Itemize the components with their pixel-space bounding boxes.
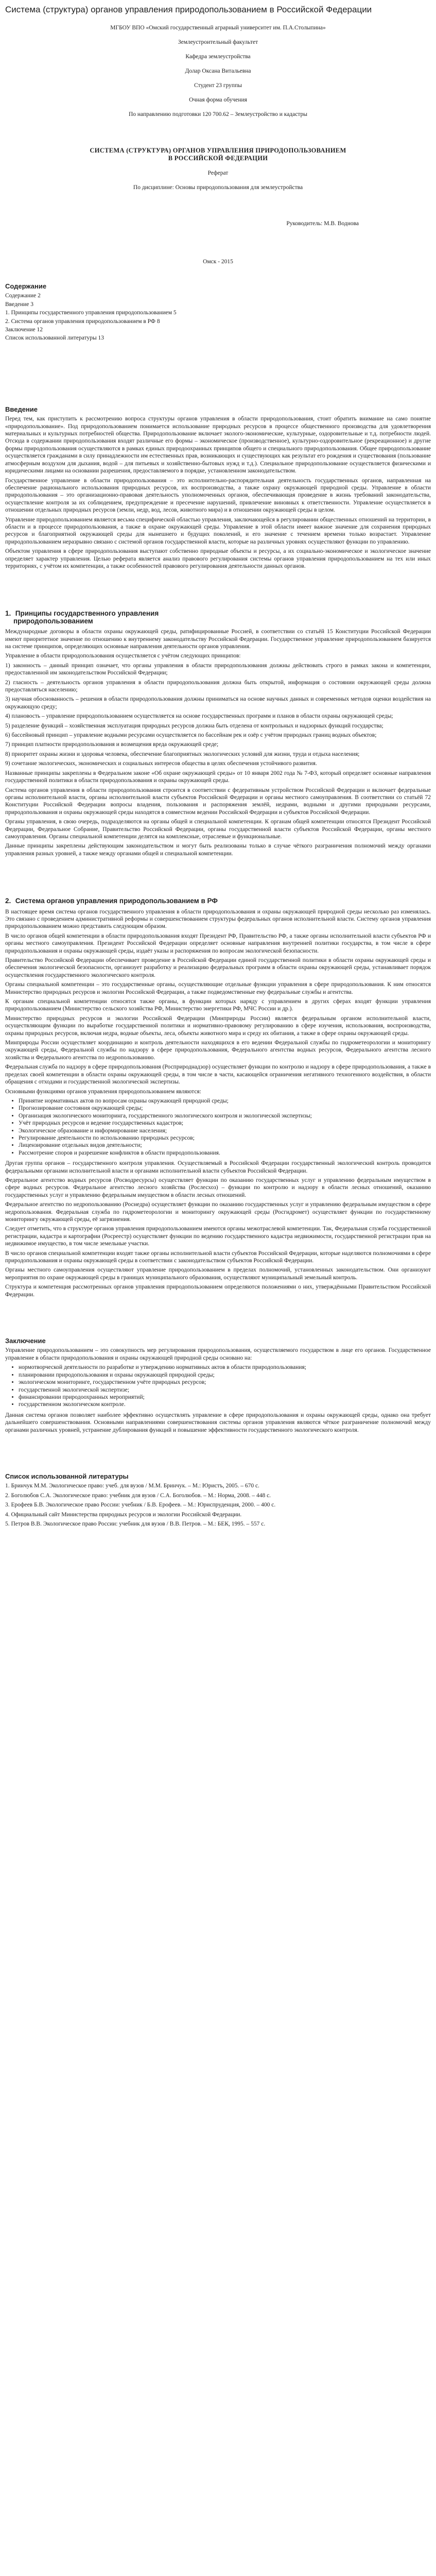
section-1-paragraph: Международные договоры в области охраны окружающей среды, ратифицированные Россией, в соответствии со статьёй 15 Конституции Российской Федерации имеют приоритетное значение по отношению к внутреннему законодательству Российской Федерации. Государственное управление природопользованием базируется на системе принципов, определяющих основные направления деятельности органов управления. [5, 629, 431, 650]
toc-item: Список использованной литературы 13 [5, 335, 104, 342]
reference-item: 2. Боголюбов С.А. Экологическое право: учебник для вузов / С.А. Боголюбов. – М.: Норма, 2008. – 448 с. [5, 1492, 271, 1499]
toc-heading: Содержание [5, 282, 47, 290]
list-item: • Экологическое образование и информирование населения; [19, 1127, 431, 1134]
main-title-line-1: СИСТЕМА (СТРУКТУРА) ОРГАНОВ УПРАВЛЕНИЯ ПРИРОДОПОЛЬЗОВАНИЕМ [90, 147, 346, 154]
section-2-paragraph: В настоящее время система органов государственного управления в области природопользования и охраны окружающей природной среды несколько раз изменялась. Это связано с проведением административной реформы и совершенствованием структуры федеральных органов исполнительной власти. Систему органов управления природопользованием можно представить следующим образом. [5, 908, 431, 930]
document-title: Система (структура) органов управления природопользованием в Российской Федерации [5, 5, 372, 14]
toc-item: Введение 3 [5, 301, 33, 308]
section-2 [5, 897, 431, 1298]
city-year: Омск - 2015 [203, 259, 233, 265]
toc-item: 2. Система органов управления природопользованием в РФ 8 [5, 318, 160, 325]
supervisor-line: Руководитель: М.В. Воднова [286, 221, 359, 227]
conclusion-heading: Заключение [5, 1337, 46, 1345]
lecturer-name: Долар Оксана Витальевна [185, 68, 251, 74]
section-2-paragraph: В число органов общей компетенции в области природопользования входят Президент РФ, Правительство РФ, а также органы исполнительной власти субъектов РФ и органы местного самоуправления. Президент Российской Федерации определяет основные направления внутренней политики государства, в том числе в сфере природопользования и охраны окружающей среды, издаёт указы и распоряжения по вопросам экологической безопасности. [5, 933, 431, 954]
section-2-paragraph: Органы местного самоуправления осуществляют управление природопользованием в пределах полномочий, установленных законодательством. Они организуют мероприятия по охране окружающей среды в границах муниципального образования, осуществляют муниципальный земельный контроль. [5, 1267, 431, 1281]
section-2-paragraph: Федеральное агентство по недропользованию (Роснедра) осуществляет функции по оказанию государственных услуг и управлению федеральным имуществом в сфере недропользования. Федеральная служба по гидрометеорологии и мониторингу окружающей среды (Росгидромет) осуществляет функции по государственному мониторингу окружающей среды, её загрязнения. [5, 1201, 431, 1223]
section-1-paragraph: Управление в области природопользования осуществляется с учётом следующих принципов: [5, 653, 241, 659]
section-2-paragraph: Другая группа органов – государственного контроля управления. Осуществляемый в Российской Федерации государственный экологический контроль проводится федеральными органами исполнительной власти и органами исполнительной власти субъектов Российской Федерации. [5, 1160, 431, 1174]
list-item: • Рассмотрение споров и разрешение конфликтов в области природопользования. [19, 1149, 431, 1157]
list-item: • Учёт природных ресурсов и ведение государственных кадастров; [19, 1120, 431, 1127]
student-group: Студент 23 группы [194, 82, 242, 89]
references-heading: Список использованной литературы [5, 1472, 129, 1480]
list-item: • планировании природопользования и охраны окружающей природной среды; [19, 1371, 431, 1379]
study-form: Очная форма обучения [189, 97, 247, 103]
section-2-paragraph: Следует отметить, что в структуре органов управления природопользованием имеются органы межотраслевой компетенции. Так, Федеральная служба государственной регистрации, кадастра и картографии (Росреестр) осуществляет функции по ведению государственного кадастра недвижимости, государственной регистрации прав на недвижимое имущество, в том числе земельные участки. [5, 1226, 431, 1247]
reference-item: 4. Официальный сайт Министерства природных ресурсов и экологии Российской Федерации. [5, 1511, 242, 1518]
section-1-title-line-1: Принципы государственного управления [15, 609, 159, 618]
section-1-list-item: 1) законность – данный принцип означает, что органы управления в области природопользования должны действовать строго в рамках закона и компетенции, предоставленной им законодательством Российской Федерации; [5, 662, 431, 676]
section-2-paragraph: Федеральное агентство водных ресурсов (Росводресурсы) осуществляет функции по оказанию государственных услуг и управлению федеральным имуществом в сфере водных ресурсов. Федеральное агентство лесного хозяйства (Рослесхоз) – функции по контролю и надзору в области лесных отношений, оказанию государственных услуг и управлению федеральным имуществом в области лесных отношений. [5, 1177, 431, 1198]
conclusion-section [5, 1337, 431, 1434]
section-1-paragraph: Система органов управления в области природопользования строится в соответствии с федеративным устройством Российской Федерации и включает федеральные органы исполнительной власти, органы исполнительной власти субъектов Российской Федерации и органы местного самоуправления. В соответствии со статьёй 72 Конституции Российской Федерации вопросы владения, пользования и распоряжения землёй, недрами, водными и другими природными ресурсами, природопользования и охраны окружающей среды находятся в совместном ведении Российской Федерации и субъектов Российской Федерации. [5, 787, 431, 816]
table-of-contents [5, 283, 431, 342]
references-section [5, 1473, 431, 1528]
section-2-paragraph: В число органов специальной компетенции входят также органы исполнительной власти субъектов Российской Федерации, которые наделяются полномочиями в сфере природопользования и охраны окружающей среды в соответствии с законодательством субъектов Российской Федерации. [5, 1250, 431, 1264]
main-title-line-2: В РОССИЙСКОЙ ФЕДЕРАЦИИ [168, 155, 268, 162]
list-item: • Прогнозирование состояния окружающей среды; [19, 1105, 431, 1112]
section-2-number: 2. [5, 897, 11, 905]
section-1-paragraph: Органы управления, в свою очередь, подразделяются на органы общей и специальной компетенции. К органам общей компетенции относятся Президент Российской Федерации, Федеральное Собрание, Правительство Российской Федерации, органы государственной власти субъектов Российской Федерации, органы местного самоуправления. Органы специальной компетенции делятся на комплексные, отраслевые и функциональные. [5, 819, 431, 840]
section-1-heading [5, 610, 431, 625]
list-item: • Регулирование деятельности по использованию природных ресурсов; [19, 1134, 431, 1142]
section-2-paragraph: Правительство Российской Федерации обеспечивает проведение в Российской Федерации единой государственной политики в области охраны окружающей среды и обеспечения экологической безопасности, организует разработку и реализацию федеральных программ в области охраны окружающей среды, устанавливает порядок осуществления государственного экологического контроля. [5, 957, 431, 978]
intro-heading: Введение [5, 405, 38, 413]
section-1-list-item: 7) принцип платности природопользования и возмещения вреда окружающей среде; [5, 741, 219, 748]
title-page [0, 24, 436, 265]
section-2-paragraph: Федеральная служба по надзору в сфере природопользования (Росприроднадзор) осуществляет функции по контролю и надзору в сфере природопользования, а также в пределах своей компетенции в области охраны окружающей среды, в том числе в части, касающейся ограничения негативного техногенного воздействия, в области обращения с отходами и государственной экологической экспертизы. [5, 1064, 431, 1086]
section-1-list-item: 5) разделение функций – хозяйственная эксплуатация природных ресурсов должна быть отделена от контрольных и надзорных функций государства; [5, 722, 383, 729]
section-1-list-item: 9) сочетание экологических, экономических и социальных интересов общества в целях обеспечения устойчивого развития. [5, 760, 317, 767]
reference-item: 5. Петров В.В. Экологическое право России: учебник для вузов / В.В. Петров. – М.: БЕК, 1995. – 557 с. [5, 1520, 266, 1527]
section-2-paragraph: Минприроды России осуществляет координацию и контроль деятельности находящихся в его ведении Федеральной службы по гидрометеорологии и мониторингу окружающей среды, Федеральной службы по надзору в сфере природопользования, Федерального агентства водных ресурсов, Федерального агентства лесного хозяйства и Федерального агентства по недропользованию. [5, 1040, 431, 1061]
introduction-section [5, 406, 431, 570]
list-item: • государственном экологическом контроле. [19, 1401, 431, 1408]
conclusion-list [19, 1364, 431, 1408]
section-1-list-item: 3) научная обоснованность – решения в области природопользования должны приниматься на основе научных данных и современных методов оценки воздействия на окружающую среду; [5, 696, 431, 710]
section-2-paragraph: Структура и компетенция рассмотренных органов управления природопользованием определяются положениями о них, утверждёнными Правительством Российской Федерации. [5, 1284, 431, 1298]
section-1-paragraph: Данные принципы закреплены действующим законодательством и могут быть реализованы только в случае чёткого разграничения полномочий между органами управления разных уровней, а также между органами общей и специальной компетенции. [5, 843, 431, 857]
department-name: Кафедра землеустройства [185, 54, 251, 60]
list-item: • Организация экологического мониторинга, государственного экологического контроля и экологической экспертизы; [19, 1112, 431, 1120]
toc-item: Заключение 12 [5, 327, 43, 333]
list-item: • государственной экологической экспертизе; [19, 1386, 431, 1394]
section-1-paragraph: Названные принципы закреплены в Федеральном законе «Об охране окружающей среды» от 10 января 2002 года № 7-ФЗ, который определяет основные направления государственной политики в области природопользования и охраны окружающей среды. [5, 770, 431, 784]
discipline-line: По дисциплине: Основы природопользования для землеустройства [133, 184, 303, 191]
section-1-list-item: 2) гласность – деятельность органов управления в области природопользования должна быть открытой, информация о состоянии окружающей среды должна предоставляться населению; [5, 679, 431, 693]
section-2-paragraph: Министерство природных ресурсов и экологии Российской Федерации (Минприроды России) является федеральным органом исполнительной власти, осуществляющим функции по выработке государственной политики и нормативно-правовому регулированию в сфере изучения, использования, воспроизводства, охраны природных ресурсов, включая недра, водные объекты, леса, объекты животного мира и среду их обитания, а также в сфере охраны окружающей среды. [5, 1015, 431, 1037]
toc-item: 1. Принципы государственного управления природопользованием 5 [5, 310, 177, 316]
section-1-list-item: 6) бассейновый принцип – управление водными ресурсами осуществляется по бассейнам рек и озёр с учётом природных границ водных объектов; [5, 732, 377, 739]
list-item: • финансировании природоохранных мероприятий; [19, 1394, 431, 1401]
section-2-title: Система органов управления природопользованием в РФ [15, 897, 218, 905]
intro-paragraph: Государственное управление в области природопользования – это исполнительно-распорядительная деятельность государственных органов, направленная на обеспечение рационального использования природных ресурсов, их воспроизводства, а также охрану окружающей природной среды. Управление в области природопользования – это организационно-правовая деятельность уполномоченных органов, обеспечивающая проведение в жизнь требований законодательства, осуществление контроля за их соблюдением, предупреждение и пресечение нарушений, привлечение виновных к ответственности. Управление осуществляется в отношении отдельных природных ресурсов (земли, недр, вод, лесов, животного мира) и в отношении окружающей среды в целом. [5, 477, 431, 514]
intro-paragraph: Управление природопользованием является весьма специфической областью управления, заключающейся в регулировании общественных отношений на территории, в области и в процессе природопользования, а также в охране окружающей среды. Управление в этой области имеет важное значение для сохранения природных ресурсов и благоприятной окружающей среды для нынешнего и будущих поколений, и его значение с течением времени только возрастает. Управление природопользованием неразрывно связано с системой органов государственной власти, которые на различных уровнях осуществляют функции по управлению. [5, 516, 431, 545]
reference-item: 1. Бринчук М.М. Экологическое право: учеб. для вузов / М.М. Бринчук. – М.: Юристъ, 2005. – 670 с. [5, 1483, 259, 1489]
intro-paragraph: Объектом управления в сфере природопользования выступают собственно природные объекты и ресурсы, а их социально-экономическое и экологическое значение определяет характер управления. Целью реферата является анализ правового регулирования системы органов управления природопользованием на тех или иных территориях, с учётом их компетенции, а также особенностей правового регулирования деятельности данных органов. [5, 548, 431, 569]
list-item: • нормотворческой деятельности по разработке и утверждению нормативных актов в области природопользования; [19, 1364, 431, 1371]
section-1 [5, 610, 431, 857]
faculty-name: Землеустроительный факультет [178, 39, 258, 45]
intro-paragraph: Перед тем, как приступить к рассмотрению вопроса структуры органов управления в области природопользования, стоит обратить внимание на само понятие «природопользование». Под природопользованием понимается использование природных ресурсов в процессе общественного производства для удовлетворения материальных и культурных потребностей общества. Природопользование включает эколого-экономические, культурные, оздоровительные и т.д. потребности людей. Отсюда в содержании природопользования входят различные его формы – экономическое (производственное), культурно-оздоровительное (рекреационное) и другие формы природопользования осуществляются в рамках единых природоохранных принципов общего и специального природопользования. Общее природопользование осуществляется гражданами в силу принадлежности им естественных прав, возникающих и существующих как результат его рождения и существования (пользование атмосферным воздухом для дыхания, водой – для питьевых и хозяйственно-бытовых нужд и т.д.). Специальное природопользование осуществляется физическими и юридическими лицами на основании разрешения, предоставляемого в порядке, установленном законодательством. [5, 416, 431, 474]
conclusion-paragraph: Управление природопользованием – это совокупность мер регулирования природопользования, осуществляемого государством в лице его органов. Государственное управление в области природопользования и охраны окружающей природной среды основано на: [5, 1347, 431, 1361]
document-body [5, 283, 431, 1528]
section-1-number: 1. [5, 609, 11, 618]
section-1-list-item: 4) плановость – управление природопользованием осуществляется на основе государственных программ и планов в области охраны окружающей среды; [5, 713, 393, 720]
section-1-list-item: 8) приоритет охраны жизни и здоровья человека, обеспечение благоприятных экологических условий для жизни, труда и отдыха населения; [5, 751, 360, 757]
list-item: • экологическом мониторинге, государственном учёте природных ресурсов; [19, 1379, 431, 1386]
conclusion-paragraph: Данная система органов позволяет наиболее эффективно осуществлять управление в сфере природопользования и охраны окружающей среды, однако она требует дальнейшего совершенствования. Основными направлениями совершенствования системы органов управления являются чёткое разграничение полномочий между органами различных уровней, устранение дублирования функций и повышение эффективности государственного экологического контроля. [5, 1412, 431, 1433]
section-2-list [19, 1097, 431, 1157]
list-item: • Лицензирование отдельных видов деятельности; [19, 1142, 431, 1149]
list-item: • Принятие нормативных актов по вопросам охраны окружающей природной среды; [19, 1097, 431, 1105]
reference-item: 3. Ерофеев Б.В. Экологическое право России: учебник / Б.В. Ерофеев. – М.: Юриспруденция, 2000. – 400 с. [5, 1502, 276, 1509]
work-type: Реферат [207, 170, 229, 176]
section-2-heading [5, 897, 431, 905]
university-name: МГБОУ ВПО «Омский государственный аграрный университет им. П.А.Столыпина» [110, 25, 326, 31]
section-2-paragraph: Органы специальной компетенции – это государственные органы, осуществляющие отдельные функции управления в сфере природопользования. К ним относятся Министерство природных ресурсов и экологии Российской Федерации, а также подведомственные ему федеральные службы и агентства. [5, 981, 431, 995]
section-2-paragraph: К органам специальной компетенции относятся также органы, в функции которых наряду с управлением в других сферах входят функции управления природопользованием (Министерство сельского хозяйства РФ, Министерство энергетики РФ, МЧС России и др.). [5, 998, 431, 1012]
specialty-line: По направлению подготовки 120 700.62 – Землеустройство и кадастры [128, 111, 308, 117]
section-2-paragraph: Основными функциями органов управления природопользованием являются: [5, 1088, 201, 1095]
toc-item: Содержание 2 [5, 293, 41, 299]
section-1-title-line-2: природопользованием [13, 617, 93, 625]
